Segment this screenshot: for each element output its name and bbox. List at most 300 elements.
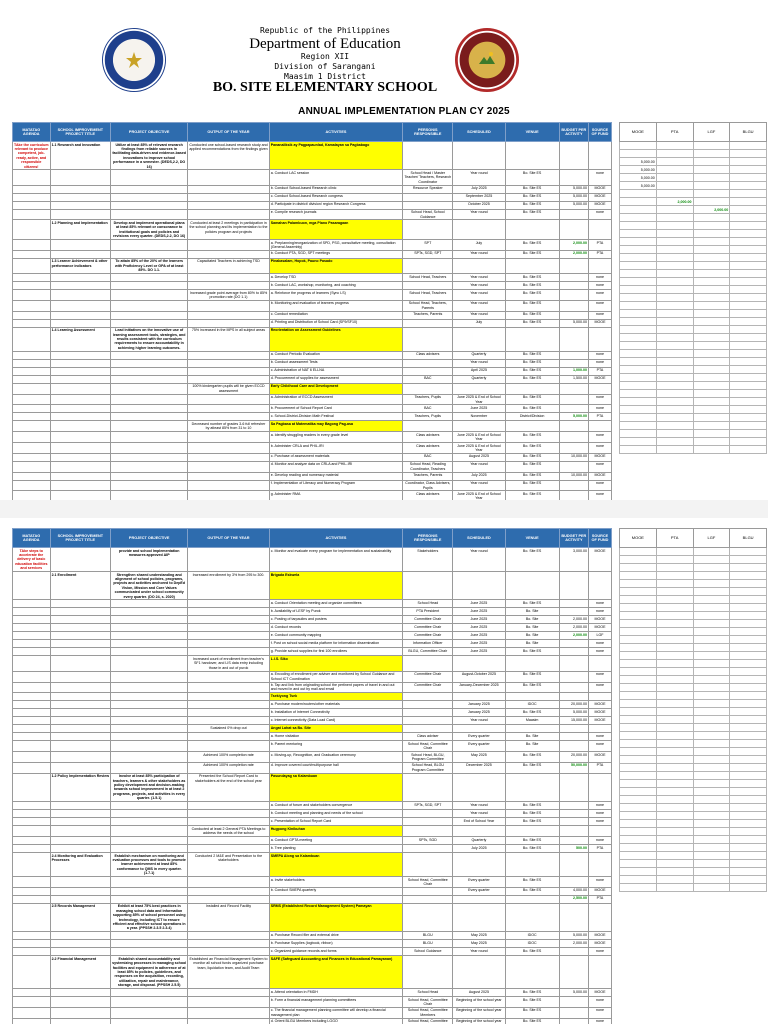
person-responsible-cell	[403, 258, 453, 273]
objective-cell	[111, 274, 188, 282]
column-header: ACTIVITIES	[269, 123, 403, 142]
side-value-cell	[656, 788, 693, 796]
output-cell	[188, 491, 269, 500]
output-cell	[188, 201, 269, 209]
budget-cell: 50,000.00	[559, 762, 588, 773]
output-cell	[188, 300, 269, 311]
side-value-cell	[620, 844, 657, 852]
output-cell: Achieved 100% completion rate	[188, 762, 269, 773]
table-row	[13, 311, 612, 319]
side-value-cell: 2,000.00	[656, 198, 693, 206]
budget-cell	[559, 671, 588, 682]
table-row	[13, 319, 612, 327]
side-value-cell	[730, 820, 767, 828]
person-responsible-cell: Committee Chair	[403, 682, 453, 693]
project-title-cell	[50, 709, 111, 717]
fund-source-cell: none	[588, 802, 611, 810]
venue-cell	[505, 383, 559, 394]
side-value-cell	[730, 158, 767, 166]
output-cell	[188, 802, 269, 810]
side-value-cell	[656, 230, 693, 238]
fund-source-cell: MOOE	[588, 887, 611, 895]
budget-cell: 1,500.00	[559, 375, 588, 383]
schedule-cell: Beginning of the school year	[453, 997, 505, 1008]
venue-cell: Bo. Site ES	[505, 648, 559, 656]
side-row	[620, 836, 767, 844]
side-value-cell	[693, 852, 730, 860]
schedule-cell: May 2025	[453, 932, 505, 940]
person-responsible-cell: BAC	[403, 453, 453, 461]
budget-cell	[559, 903, 588, 931]
venue-cell: Bo. Site	[505, 741, 559, 752]
side-value-cell	[620, 230, 657, 238]
side-value-cell	[656, 150, 693, 158]
output-cell	[188, 185, 269, 193]
side-value-cell	[656, 158, 693, 166]
agenda-cell	[13, 491, 51, 500]
schedule-cell: Quarterly	[453, 351, 505, 359]
project-title-cell: 1.1 Research and Innovation	[50, 142, 111, 170]
agenda-cell	[13, 170, 51, 185]
side-value-cell	[620, 724, 657, 732]
side-value-cell	[693, 422, 730, 430]
side-value-cell	[620, 318, 657, 326]
side-value-cell	[620, 310, 657, 318]
side-row	[620, 692, 767, 700]
person-responsible-cell	[403, 725, 453, 733]
table-row	[13, 480, 612, 491]
side-value-cell	[693, 214, 730, 222]
project-title-cell	[50, 240, 111, 251]
table-row	[13, 491, 612, 500]
objective-cell	[111, 826, 188, 837]
output-cell	[188, 877, 269, 888]
agenda-cell: TAke the curriculum relevant to produce competent, job-ready, active, and responsible citizens!	[14, 142, 49, 169]
venue-cell: Bo. Site	[505, 733, 559, 741]
objective-cell	[111, 845, 188, 853]
person-responsible-cell	[403, 895, 453, 903]
activity-cell: b. Conduct LAC, workshop, monitoring, and coaching	[269, 282, 403, 290]
side-value-cell	[656, 708, 693, 716]
activity-cell: d. Monitor and analyze data on CRLA and PHIL-IRI	[269, 461, 403, 472]
side-value-cell	[730, 358, 767, 366]
side-value-cell	[730, 382, 767, 390]
objective-cell	[111, 725, 188, 733]
schedule-cell	[453, 853, 505, 877]
side-value-cell	[656, 604, 693, 612]
budget-cell: 2,000.00	[559, 240, 588, 251]
person-responsible-cell	[403, 383, 453, 394]
schedule-cell	[453, 725, 505, 733]
activity-cell: b. Monitoring and evaluation of learners progress	[269, 300, 403, 311]
output-cell	[188, 413, 269, 421]
fund-source-cell: MOOE	[588, 548, 611, 572]
venue-cell	[505, 956, 559, 989]
side-value-cell	[730, 222, 767, 230]
person-responsible-cell	[403, 359, 453, 367]
side-value-cell	[693, 222, 730, 230]
agenda-cell	[13, 940, 51, 948]
activity-cell: Sa Pagbasa at Matematika may Bagong Pag-asa	[269, 421, 403, 432]
fund-source-cell	[588, 826, 611, 837]
output-cell	[188, 624, 269, 632]
agenda-cell	[13, 453, 51, 461]
activity-cell: e. Develop reading and numeracy material	[269, 472, 403, 480]
table-header-row	[13, 123, 612, 142]
agenda-cell	[13, 616, 51, 624]
schedule-cell: Year round	[453, 274, 505, 282]
side-value-cell	[730, 692, 767, 700]
venue-cell: Bo. Site ES	[505, 209, 559, 220]
schedule-cell: August-October 2025	[453, 671, 505, 682]
output-cell	[188, 1018, 269, 1024]
side-value-cell	[730, 876, 767, 884]
side-value-cell	[620, 860, 657, 868]
side-value-cell	[730, 246, 767, 254]
fund-source-cell	[588, 258, 611, 273]
person-responsible-cell: Coordinator, Class Advisers, Pupils	[403, 480, 453, 491]
side-value-cell	[693, 628, 730, 636]
side-value-cell	[730, 844, 767, 852]
budget-cell	[559, 220, 588, 240]
side-value-cell	[620, 326, 657, 334]
project-title-cell	[50, 453, 111, 461]
side-value-cell	[730, 294, 767, 302]
side-value-cell	[730, 860, 767, 868]
side-row	[620, 286, 767, 294]
side-value-cell	[620, 150, 657, 158]
side-value-cell	[693, 174, 730, 182]
person-responsible-cell: BLGU	[403, 932, 453, 940]
side-value-cell	[693, 596, 730, 604]
agenda-cell	[13, 282, 51, 290]
budget-cell	[559, 274, 588, 282]
venue-cell	[505, 773, 559, 801]
fund-source-cell	[588, 383, 611, 394]
objective-cell	[111, 209, 188, 220]
output-cell	[188, 940, 269, 948]
project-title-cell	[50, 367, 111, 375]
objective-cell	[111, 624, 188, 632]
side-row	[620, 174, 767, 182]
side-value-cell	[620, 406, 657, 414]
project-title-cell	[50, 461, 111, 472]
venue-cell: Bo. Site ES	[505, 887, 559, 895]
side-value-cell	[693, 374, 730, 382]
table-row	[13, 290, 612, 301]
output-cell	[188, 548, 269, 572]
output-cell	[188, 453, 269, 461]
agenda-cell	[13, 201, 51, 209]
side-value-cell	[620, 620, 657, 628]
agenda-cell	[13, 752, 51, 763]
venue-cell: Bo. Site ES	[505, 548, 559, 572]
activity-cell: c. Administration of NAT 6 ELLNA	[269, 367, 403, 375]
schedule-cell: June 2025	[453, 608, 505, 616]
fund-source-cell: PTA	[588, 895, 611, 903]
side-column-header: MOOE	[620, 123, 657, 142]
side-row	[620, 588, 767, 596]
budget-cell: 15,000.00	[559, 717, 588, 725]
output-cell	[188, 818, 269, 826]
table-row	[13, 895, 612, 903]
side-value-cell	[730, 700, 767, 708]
side-value-cell	[620, 254, 657, 262]
project-title-cell	[50, 351, 111, 359]
venue-cell: District/Division	[505, 413, 559, 421]
objective-cell	[111, 193, 188, 201]
side-row	[620, 804, 767, 812]
venue-cell: Bo. Site ES	[505, 837, 559, 845]
activity-cell: b. Conduct PTA, SGD, SPT meetings	[269, 250, 403, 258]
activity-cell: a. Encoding of enrollment per adviser and monitored by School Guidance and School ICT Coordination	[269, 671, 403, 682]
side-value-cell	[656, 660, 693, 668]
side-value-cell	[656, 668, 693, 676]
venue-cell: Bo. Site ES	[505, 1018, 559, 1024]
budget-cell: 1,000.00	[559, 367, 588, 375]
side-value-cell	[656, 286, 693, 294]
side-value-cell	[693, 390, 730, 398]
person-responsible-cell	[403, 282, 453, 290]
objective-cell	[111, 290, 188, 301]
side-value-cell	[730, 732, 767, 740]
side-value-cell	[730, 366, 767, 374]
fund-source-cell: none	[588, 648, 611, 656]
activity-cell: a. Purchase Record filer and external drive	[269, 932, 403, 940]
side-value-cell	[730, 764, 767, 772]
fund-source-cell: none	[588, 491, 611, 500]
person-responsible-cell	[403, 709, 453, 717]
side-row	[620, 198, 767, 206]
side-value-cell	[730, 438, 767, 446]
side-row	[620, 556, 767, 564]
venue-cell: Bo. Site ES	[505, 752, 559, 763]
column-header: SOURCE OF FUND	[588, 123, 611, 142]
side-value-cell	[620, 604, 657, 612]
fund-source-cell: none	[588, 948, 611, 956]
side-value-cell	[620, 836, 657, 844]
venue-cell	[505, 421, 559, 432]
table-row	[13, 682, 612, 693]
side-row	[620, 438, 767, 446]
objective-cell	[111, 810, 188, 818]
person-responsible-cell	[403, 572, 453, 600]
person-responsible-cell: School Head, School Guidance	[403, 209, 453, 220]
fund-source-cell: none	[588, 274, 611, 282]
agenda-cell	[13, 701, 51, 709]
activity-cell: a. Preplanning/reorganization of SPD, PSG, consultative meeting, consultation (General Assembly)	[269, 240, 403, 251]
table-row	[13, 453, 612, 461]
side-value-cell	[730, 748, 767, 756]
side-value-cell	[620, 780, 657, 788]
agenda-cell	[13, 717, 51, 725]
person-responsible-cell: PTA President	[403, 608, 453, 616]
budget-cell	[559, 837, 588, 845]
output-cell	[188, 616, 269, 624]
objective-cell	[111, 201, 188, 209]
person-responsible-cell: School Head, BLGU, Program Committee	[403, 752, 453, 763]
side-value-cell	[656, 222, 693, 230]
person-responsible-cell: Stakeholders	[403, 548, 453, 572]
side-value-cell	[656, 238, 693, 246]
activity-cell: a. Administration of ECCD Assessment	[269, 394, 403, 405]
table-row	[13, 656, 612, 671]
side-row	[620, 852, 767, 860]
output-cell: Achieved 100% completion rate	[188, 752, 269, 763]
side-value-cell	[656, 430, 693, 438]
person-responsible-cell: Committee Chair	[403, 671, 453, 682]
activity-cell: f. Post on school social media platform for information dissemination	[269, 640, 403, 648]
activity-cell: c. Organized guidance records and forms	[269, 948, 403, 956]
side-value-cell	[656, 374, 693, 382]
agenda-cell	[13, 185, 51, 193]
schedule-cell: Year round	[453, 209, 505, 220]
venue-cell: Bo. Site	[505, 624, 559, 632]
fund-source-cell: LGF	[588, 632, 611, 640]
output-cell: Increased grade point average from 80% to 85% promotion rate (DO 1.1)	[188, 290, 269, 301]
table-row	[13, 421, 612, 432]
objective-cell	[111, 682, 188, 693]
schedule-cell: Beginning of the school year	[453, 1018, 505, 1024]
fund-source-cell: none	[588, 837, 611, 845]
budget-cell	[559, 608, 588, 616]
schedule-cell	[453, 956, 505, 989]
side-value-cell	[693, 636, 730, 644]
venue-cell: Bo. Site ES	[505, 453, 559, 461]
side-value-cell	[620, 342, 657, 350]
person-responsible-cell	[403, 903, 453, 931]
schedule-cell: July 2025	[453, 185, 505, 193]
table-row	[13, 956, 612, 989]
project-title-cell: 2.1 Enrollment	[50, 572, 111, 600]
side-value-cell	[620, 684, 657, 692]
fund-source-cell: MOOE	[588, 701, 611, 709]
side-value-cell	[656, 804, 693, 812]
schedule-cell: November	[453, 413, 505, 421]
side-value-cell	[693, 756, 730, 764]
table-row	[13, 762, 612, 773]
output-cell: Sustained 0% drop out	[188, 725, 269, 733]
side-value-cell	[693, 740, 730, 748]
activity-cell: b. Parent mentoring	[269, 741, 403, 752]
side-header-row	[620, 123, 767, 142]
side-column-header: LGF	[693, 529, 730, 548]
output-cell	[188, 193, 269, 201]
person-responsible-cell: School Head	[403, 600, 453, 608]
side-value-cell	[693, 884, 730, 892]
objective-cell	[111, 432, 188, 443]
objective-cell	[111, 170, 188, 185]
fund-source-cell: MOOE	[588, 472, 611, 480]
column-header: BUDGET PER ACTIVITY	[559, 123, 588, 142]
agenda-cell	[13, 741, 51, 752]
schedule-cell: May 2025	[453, 752, 505, 763]
schedule-cell: June 2025 & End of School Year	[453, 443, 505, 454]
fund-source-cell	[588, 572, 611, 600]
side-value-cell	[620, 820, 657, 828]
side-value-cell	[730, 724, 767, 732]
side-value-cell	[730, 804, 767, 812]
objective-cell	[111, 1018, 188, 1024]
objective-cell	[111, 733, 188, 741]
side-row	[620, 166, 767, 174]
side-value-cell	[620, 636, 657, 644]
agenda-cell	[13, 640, 51, 648]
venue-cell: Bo. Site ES	[505, 682, 559, 693]
venue-cell: Bo. Site ES	[505, 351, 559, 359]
output-cell	[188, 282, 269, 290]
project-title-cell: 1.4 Learning Assessment	[50, 327, 111, 351]
fund-source-cell: none	[588, 311, 611, 319]
side-row	[620, 150, 767, 158]
schedule-cell	[453, 421, 505, 432]
side-value-cell	[620, 564, 657, 572]
side-value-cell	[620, 302, 657, 310]
person-responsible-cell: Teachers, Parents	[403, 472, 453, 480]
budget-cell	[559, 142, 588, 170]
budget-cell: 3,000.00	[559, 548, 588, 572]
person-responsible-cell: School Head, Committee Chair	[403, 741, 453, 752]
side-row	[620, 294, 767, 302]
side-value-cell	[730, 390, 767, 398]
activity-cell: a. Attend orientation in FMDH	[269, 989, 403, 997]
side-value-cell	[656, 844, 693, 852]
side-row	[620, 278, 767, 286]
project-title-cell: 2.5 Records Management	[50, 903, 111, 931]
activity-cell: b. Form a financial management planning committees	[269, 997, 403, 1008]
side-value-cell	[693, 246, 730, 254]
side-row	[620, 684, 767, 692]
person-responsible-cell	[403, 656, 453, 671]
person-responsible-cell: School Head, BLGU Program Committee	[403, 762, 453, 773]
objective-cell	[111, 240, 188, 251]
school-seal-icon	[455, 28, 519, 92]
objective-cell	[111, 818, 188, 826]
side-row	[620, 628, 767, 636]
side-value-cell	[620, 556, 657, 564]
side-value-cell	[620, 246, 657, 254]
project-title-cell	[50, 209, 111, 220]
output-cell	[188, 701, 269, 709]
fund-source-cell: none	[588, 432, 611, 443]
project-title-cell	[50, 290, 111, 301]
side-value-cell	[656, 580, 693, 588]
fund-source-cell	[588, 327, 611, 351]
side-row	[620, 206, 767, 214]
side-value-cell	[693, 406, 730, 414]
side-value-cell	[620, 660, 657, 668]
table-row	[13, 1018, 612, 1024]
objective-cell	[111, 989, 188, 997]
budget-cell: 5,000.00	[559, 319, 588, 327]
schedule-cell	[453, 258, 505, 273]
table-row	[13, 201, 612, 209]
schedule-cell: Every quarter	[453, 887, 505, 895]
objective-cell	[111, 948, 188, 956]
objective-cell: Lead initiatives on the innovative use of learning assessment tools, strategies, and results consistent with the curriculum requirements to ensure accountability in achieving higher learning outcomes.	[111, 327, 188, 351]
side-value-cell	[656, 812, 693, 820]
table-row	[13, 903, 612, 931]
schedule-cell: Year round	[453, 290, 505, 301]
side-value-cell: 5,000.00	[620, 174, 657, 182]
side-value-cell	[693, 430, 730, 438]
person-responsible-cell: School Head, Committee Chair	[403, 877, 453, 888]
side-value-cell	[656, 780, 693, 788]
schedule-cell: August 2025	[453, 453, 505, 461]
project-title-cell	[50, 948, 111, 956]
side-value-cell	[693, 358, 730, 366]
agenda-cell	[13, 648, 51, 656]
